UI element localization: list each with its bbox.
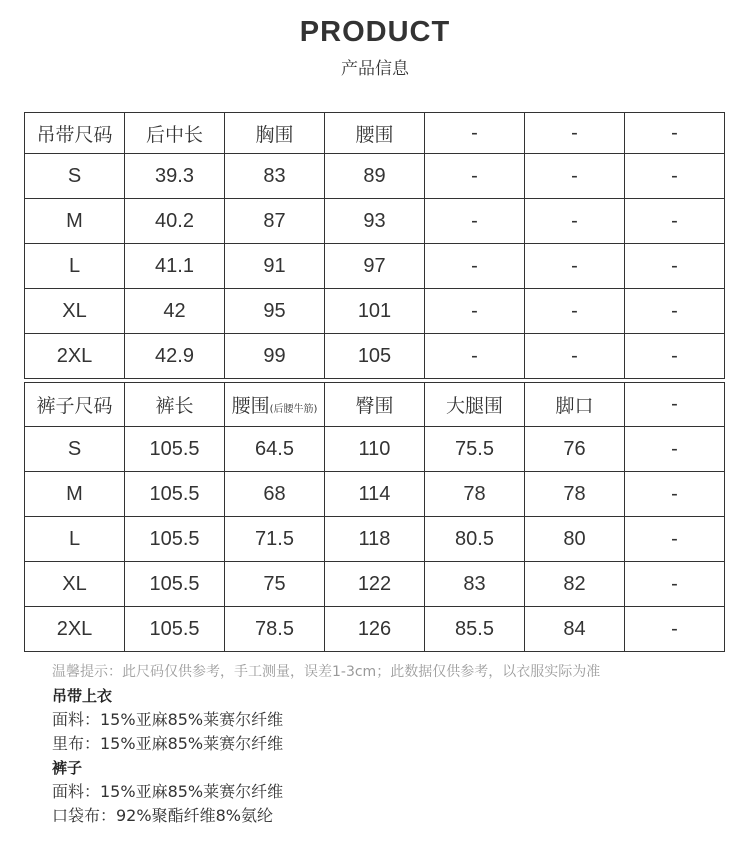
table-row bbox=[25, 562, 725, 607]
table-cell: - bbox=[625, 289, 725, 334]
top-size-table bbox=[24, 112, 725, 379]
table-cell: 122 bbox=[325, 562, 425, 607]
table-cell: 85.5 bbox=[425, 607, 525, 652]
table-cell: 87 bbox=[225, 199, 325, 244]
table-cell: 105.5 bbox=[125, 427, 225, 472]
header-cell: 胸围 bbox=[225, 113, 325, 154]
top-heading: 吊带上衣 bbox=[52, 687, 113, 705]
table-cell: S bbox=[25, 427, 125, 472]
table-cell: 68 bbox=[225, 472, 325, 517]
table-cell: M bbox=[25, 472, 125, 517]
table-row bbox=[25, 427, 725, 472]
table-row bbox=[25, 289, 725, 334]
table-cell: - bbox=[625, 427, 725, 472]
table-cell: - bbox=[525, 199, 625, 244]
header-cell: 后中长 bbox=[125, 113, 225, 154]
table-cell: XL bbox=[25, 562, 125, 607]
table-cell: XL bbox=[25, 289, 125, 334]
table-cell: 71.5 bbox=[225, 517, 325, 562]
pants-fabric: 面料：15%亚麻85%莱赛尔纤维 bbox=[52, 782, 284, 801]
table-cell: - bbox=[625, 154, 725, 199]
header-cell: 大腿围 bbox=[425, 383, 525, 427]
table-row bbox=[25, 154, 725, 199]
product-notes bbox=[52, 660, 732, 828]
table-cell: 82 bbox=[525, 562, 625, 607]
table-cell: 105.5 bbox=[125, 517, 225, 562]
header-cell: 吊带尺码 bbox=[25, 113, 125, 154]
table-cell: 64.5 bbox=[225, 427, 325, 472]
header-cell: 腰围 bbox=[325, 113, 425, 154]
table-cell: 95 bbox=[225, 289, 325, 334]
table-cell: - bbox=[625, 562, 725, 607]
table-cell: - bbox=[625, 199, 725, 244]
table-cell: 114 bbox=[325, 472, 425, 517]
table-cell: 101 bbox=[325, 289, 425, 334]
top-fabric: 面料：15%亚麻85%莱赛尔纤维 bbox=[52, 710, 284, 729]
table-cell: 83 bbox=[225, 154, 325, 199]
table-cell: 42.9 bbox=[125, 334, 225, 379]
table-cell: L bbox=[25, 517, 125, 562]
table-cell: - bbox=[625, 472, 725, 517]
table-cell: 78 bbox=[525, 472, 625, 517]
table-cell: 105.5 bbox=[125, 607, 225, 652]
table-cell: - bbox=[625, 607, 725, 652]
table-row bbox=[25, 334, 725, 379]
table-header-row bbox=[25, 383, 725, 427]
table-cell: - bbox=[425, 154, 525, 199]
table-row bbox=[25, 199, 725, 244]
table-cell: 75.5 bbox=[425, 427, 525, 472]
table-cell: 40.2 bbox=[125, 199, 225, 244]
header-cell: 裤长 bbox=[125, 383, 225, 427]
table-header-row bbox=[25, 113, 725, 154]
table-cell: 80.5 bbox=[425, 517, 525, 562]
header-cell: 裤子尺码 bbox=[25, 383, 125, 427]
table-cell: M bbox=[25, 199, 125, 244]
table-cell: 105 bbox=[325, 334, 425, 379]
table-cell: - bbox=[625, 334, 725, 379]
pants-heading: 裤子 bbox=[52, 759, 83, 777]
table-cell: 105.5 bbox=[125, 472, 225, 517]
table-cell: - bbox=[425, 289, 525, 334]
table-cell: 126 bbox=[325, 607, 425, 652]
header-cell: 脚口 bbox=[525, 383, 625, 427]
table-cell: 93 bbox=[325, 199, 425, 244]
table-cell: 97 bbox=[325, 244, 425, 289]
table-cell: 110 bbox=[325, 427, 425, 472]
page-title: PRODUCT bbox=[299, 16, 451, 48]
header-cell: 臀围 bbox=[325, 383, 425, 427]
table-row bbox=[25, 244, 725, 289]
table-cell: 78 bbox=[425, 472, 525, 517]
table-cell: - bbox=[425, 199, 525, 244]
header-cell: - bbox=[625, 383, 725, 427]
table-cell: 41.1 bbox=[125, 244, 225, 289]
waist-note: (后腰牛筋) bbox=[269, 404, 318, 415]
table-row bbox=[25, 517, 725, 562]
table-cell: 39.3 bbox=[125, 154, 225, 199]
table-cell: 75 bbox=[225, 562, 325, 607]
table-cell: 118 bbox=[325, 517, 425, 562]
table-cell: L bbox=[25, 244, 125, 289]
table-cell: 42 bbox=[125, 289, 225, 334]
table-cell: - bbox=[425, 244, 525, 289]
header-cell: - bbox=[525, 113, 625, 154]
header-cell-waist bbox=[225, 383, 325, 427]
table-cell: - bbox=[625, 244, 725, 289]
pants-pocket: 口袋布：92%聚酯纤维8%氨纶 bbox=[52, 806, 273, 825]
pants-size-table bbox=[24, 382, 725, 652]
size-hint: 温馨提示：此尺码仅供参考，手工测量，误差1-3cm；此数据仅供参考，以衣服实际为准 bbox=[52, 664, 601, 680]
header-cell: - bbox=[425, 113, 525, 154]
table-cell: - bbox=[525, 334, 625, 379]
table-cell: 2XL bbox=[25, 607, 125, 652]
table-cell: S bbox=[25, 154, 125, 199]
table-row bbox=[25, 472, 725, 517]
table-cell: - bbox=[625, 517, 725, 562]
table-cell: - bbox=[525, 154, 625, 199]
table-cell: - bbox=[525, 244, 625, 289]
table-cell: 99 bbox=[225, 334, 325, 379]
table-row bbox=[25, 607, 725, 652]
table-cell: - bbox=[525, 289, 625, 334]
table-cell: 80 bbox=[525, 517, 625, 562]
table-cell: 89 bbox=[325, 154, 425, 199]
top-lining: 里布：15%亚麻85%莱赛尔纤维 bbox=[52, 734, 284, 753]
table-cell: 83 bbox=[425, 562, 525, 607]
table-cell: 78.5 bbox=[225, 607, 325, 652]
waist-label: 腰围 bbox=[231, 395, 270, 417]
table-cell: - bbox=[425, 334, 525, 379]
table-cell: 91 bbox=[225, 244, 325, 289]
table-cell: 84 bbox=[525, 607, 625, 652]
header-cell: - bbox=[625, 113, 725, 154]
table-cell: 2XL bbox=[25, 334, 125, 379]
page-subtitle: 产品信息 bbox=[341, 59, 409, 79]
table-cell: 105.5 bbox=[125, 562, 225, 607]
table-cell: 76 bbox=[525, 427, 625, 472]
